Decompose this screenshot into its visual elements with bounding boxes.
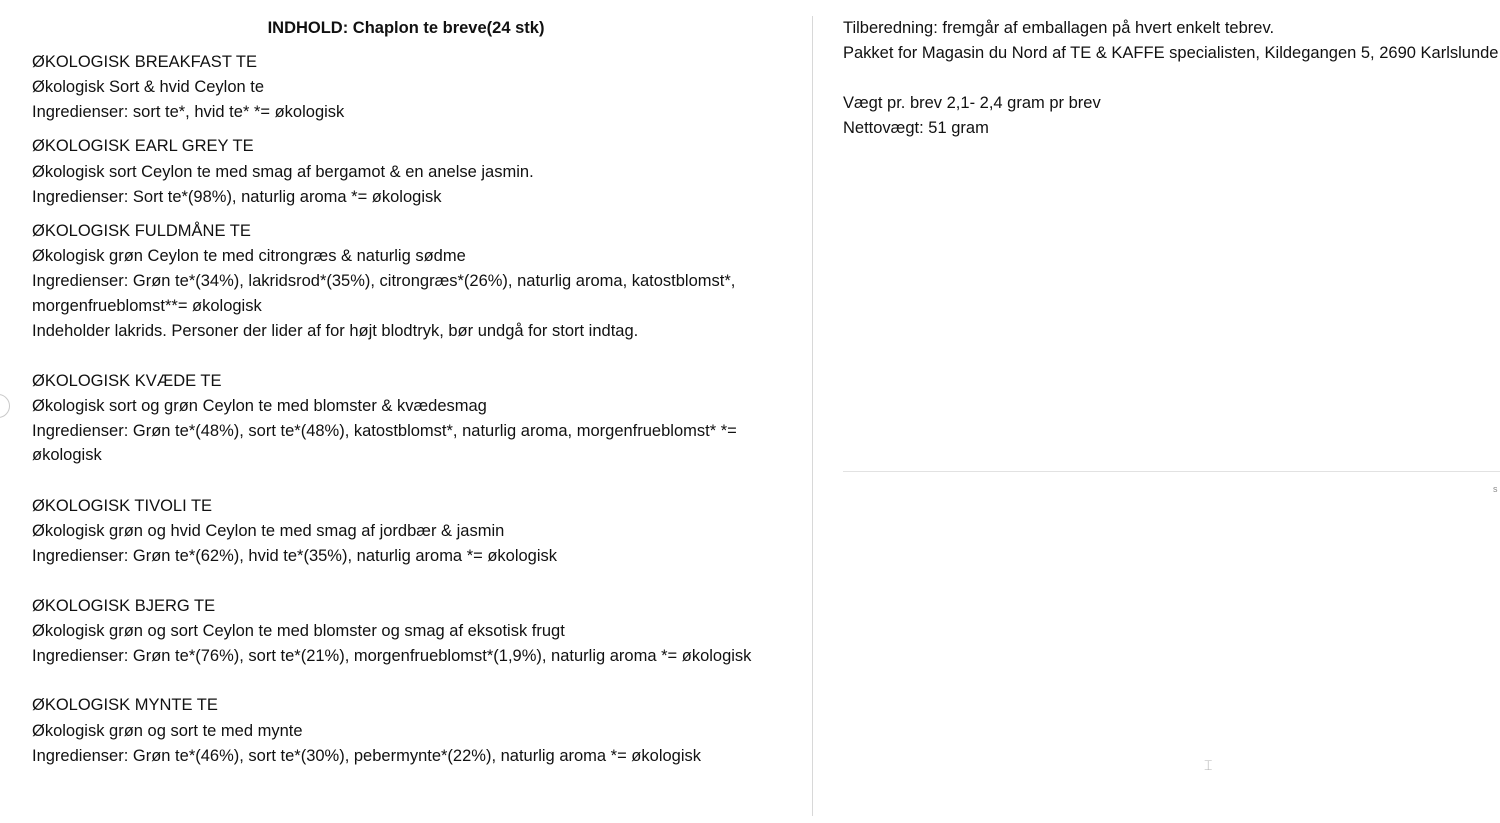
tea-name-mynte: ØKOLOGISK MYNTE TE xyxy=(32,696,218,714)
tea-name-bjerg: ØKOLOGISK BJERG TE xyxy=(32,597,216,615)
right-page xyxy=(813,0,1500,823)
preparation-text: Tilberedning: fremgår af emballagen på hvert enkelt tebrev. xyxy=(843,19,1275,37)
tea-description-kvaede: Økologisk sort og grøn Ceylon te med blomster & kvædesmag xyxy=(32,397,487,415)
tea-description-fuldmaane: Økologisk grøn Ceylon te med citrongræs & naturlig sødme xyxy=(32,247,466,265)
page-break-line xyxy=(843,471,1500,472)
tea-description-bjerg: Økologisk grøn og sort Ceylon te med blomster og smag af eksotisk frugt xyxy=(32,622,565,640)
tea-name-breakfast: ØKOLOGISK BREAKFAST TE xyxy=(32,53,257,71)
packed-by-text: Pakket for Magasin du Nord af TE & KAFFE specialisten, Kildegangen 5, 2690 Karlslunde xyxy=(843,44,1499,62)
tea-description-mynte: Økologisk grøn og sort te med mynte xyxy=(32,722,303,740)
tea-ingredients-bjerg: Ingredienser: Grøn te*(76%), sort te*(21%), morgenfrueblomst*(1,9%), naturlig aroma *= økologisk xyxy=(32,647,752,665)
tea-ingredients-kvaede-line2: økologisk xyxy=(32,446,102,464)
tea-name-kvaede: ØKOLOGISK KVÆDE TE xyxy=(32,372,222,390)
tea-ingredients-tivoli: Ingredienser: Grøn te*(62%), hvid te*(35%), naturlig aroma *= økologisk xyxy=(32,547,558,565)
page-marker: s xyxy=(1493,484,1498,494)
tea-name-earl-grey: ØKOLOGISK EARL GREY TE xyxy=(32,137,254,155)
weight-per-bag-text: Vægt pr. brev 2,1- 2,4 gram pr brev xyxy=(843,94,1101,112)
tea-note-fuldmaane: Indeholder lakrids. Personer der lider af for højt blodtryk, bør undgå for stort indtag. xyxy=(32,322,639,340)
tea-ingredients-kvaede-line1: Ingredienser: Grøn te*(48%), sort te*(48%), katostblomst*, naturlig aroma, morgenfrueblomst* *= xyxy=(32,422,737,440)
tea-ingredients-breakfast: Ingredienser: sort te*, hvid te* *= økologisk xyxy=(32,103,345,121)
tea-description-breakfast: Økologisk Sort & hvid Ceylon te xyxy=(32,78,265,96)
tea-description-earl-grey: Økologisk sort Ceylon te med smag af bergamot & en anelse jasmin. xyxy=(32,163,534,181)
tea-ingredients-fuldmaane-line2: morgenfrueblomst**= økologisk xyxy=(32,297,262,315)
net-weight-text: Nettovægt: 51 gram xyxy=(843,119,989,137)
tea-name-tivoli: ØKOLOGISK TIVOLI TE xyxy=(32,497,213,515)
tea-ingredients-fuldmaane-line1: Ingredienser: Grøn te*(34%), lakridsrod*(35%), citrongræs*(26%), naturlig aroma, katostblomst*, xyxy=(32,272,736,290)
document-title: INDHOLD: Chaplon te breve(24 stk) xyxy=(267,19,545,37)
tea-description-tivoli: Økologisk grøn og hvid Ceylon te med smag af jordbær & jasmin xyxy=(32,522,505,540)
text-cursor-icon: ⌶ xyxy=(1204,758,1213,774)
tea-name-fuldmaane: ØKOLOGISK FULDMÅNE TE xyxy=(32,222,251,240)
tea-ingredients-earl-grey: Ingredienser: Sort te*(98%), naturlig aroma *= økologisk xyxy=(32,188,442,206)
tea-ingredients-mynte: Ingredienser: Grøn te*(46%), sort te*(30%), pebermynte*(22%), naturlig aroma *= økologisk xyxy=(32,747,701,765)
margin-circle-marker xyxy=(0,394,10,418)
